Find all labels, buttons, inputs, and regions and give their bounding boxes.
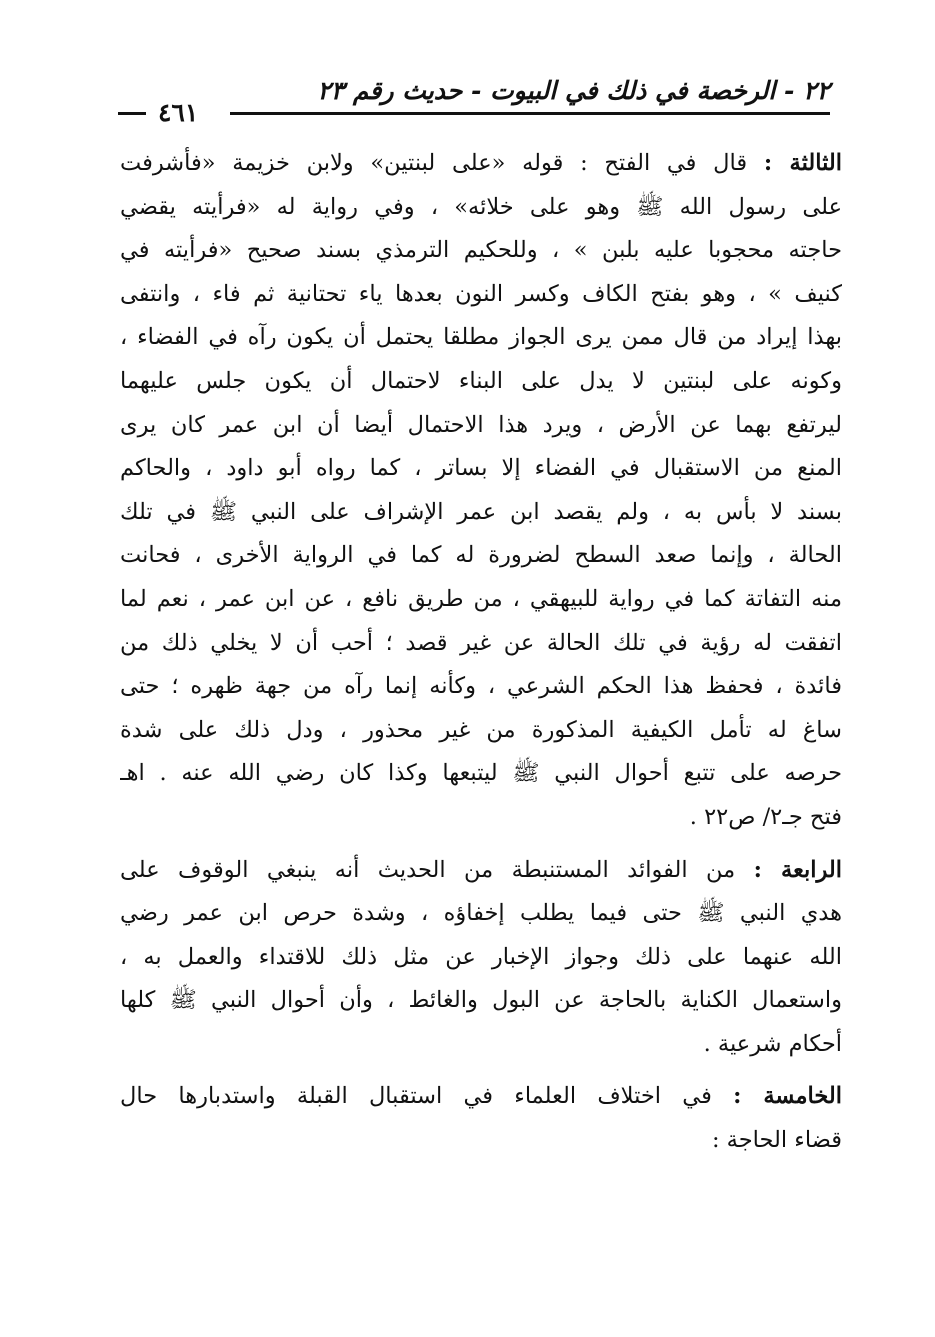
text-line <box>120 404 842 448</box>
line-text: حرصه على تتبع أحوال النبي ﷺ ليتبعها وكذا كان رضي الله عنه . اهـ <box>120 760 842 787</box>
text-line <box>120 273 842 317</box>
text-line <box>120 186 842 230</box>
line-text: قال في الفتح : قوله «على لبنتين» ولابن خزيمة «فأشرفت <box>120 150 748 176</box>
paragraph-lead: الثالثة : <box>763 150 842 176</box>
text-line <box>120 316 842 360</box>
paragraph <box>120 142 842 840</box>
paragraphs <box>120 142 842 1163</box>
line-text: فائدة ، فحفظ هذا الحكم الشرعي ، وكأنه إنما رآه من جهة ظهره ؛ حتى <box>120 673 842 700</box>
line-text: الحالة ، وإنما صعد السطح لضرورة له كما في الرواية الأخرى ، فحانت <box>120 542 842 569</box>
paragraph <box>120 849 842 1067</box>
line-text: منه التفاتة كما في رواية للبيهقي ، من طريق نافع ، عن ابن عمر ، نعم لما <box>120 585 842 612</box>
line-text: كنيف » ، وهو بفتح الكاف وكسر النون بعدها ياء تحتانية ثم فاء ، وانتفى <box>120 280 842 307</box>
line-text: حاجته محجوبا عليه بلبن » ، وللحكيم الترمذي بسند صحيح «فرأيته في <box>120 237 842 264</box>
text-line <box>120 622 842 666</box>
text-line <box>120 849 842 893</box>
text-line <box>120 752 842 796</box>
text-line <box>120 360 842 404</box>
paragraph-lead: الرابعة : <box>753 856 842 883</box>
text-line <box>120 1023 842 1067</box>
page-number-dash <box>118 112 146 115</box>
line-text: بسند لا بأس به ، ولم يقصد ابن عمر الإشراف على النبي ﷺ في تلك <box>120 498 842 525</box>
line-text: المنع من الاستقبال في الفضاء إلا بساتر ، كما رواه أبو داود ، والحاكم <box>120 455 842 482</box>
paragraph <box>120 1075 842 1162</box>
text-line <box>120 491 842 535</box>
line-text: هدي النبي ﷺ حتى فيما يطلب إخفاؤه ، وشدة حرص ابن عمر رضي <box>120 900 842 927</box>
text-line <box>120 1119 842 1163</box>
line-text: اتفقت له رؤية في تلك الحالة عن غير قصد ؛ أحب أن لا يخلي ذلك من <box>120 629 842 656</box>
line-text: واستعمال الكناية بالحاجة عن البول والغائط ، وأن أحوال النبي ﷺ كلها <box>120 987 842 1014</box>
text-line <box>120 665 842 709</box>
text-line <box>120 447 842 491</box>
line-text: قضاء الحاجة : <box>711 1127 842 1154</box>
text-line <box>120 578 842 622</box>
page-header <box>118 62 830 127</box>
text-line <box>120 229 842 273</box>
text-line <box>120 796 842 840</box>
body-text <box>120 142 842 1163</box>
line-text: الله عنهما على ذلك وجواز الإخبار عن مثل ذلك للاقتداء والعمل به ، <box>120 943 842 970</box>
line-text: وكونه على لبنتين لا يدل على البناء لاحتمال أن يكون جلس عليهما <box>120 367 842 394</box>
text-line <box>120 892 842 936</box>
line-text: من الفوائد المستنبطة من الحديث أنه ينبغي الوقوف على <box>120 856 736 883</box>
line-text: فتح جـ٢/ ص٢٢ . <box>689 803 842 830</box>
page-number: ٤٦١ <box>158 98 199 127</box>
text-line <box>120 979 842 1023</box>
text-line <box>120 142 842 186</box>
text-line <box>120 534 842 578</box>
text-line <box>120 709 842 753</box>
line-text: على رسول الله ﷺ وهو على خلائه» ، وفي رواية له «فرأيته يقضي <box>120 193 842 220</box>
header-rule <box>230 112 830 115</box>
line-text: ساغ له تأمل الكيفية المذكورة من غير محذور ، ودل ذلك على شدة <box>120 716 842 743</box>
line-text: بهذا إيراد من قال ممن يرى الجواز مطلقا يحتمل أن يكون رآه في الفضاء ، <box>120 324 842 351</box>
line-text: ليرتفع بهما عن الأرض ، ويرد هذا الاحتمال أيضا أن ابن عمر كان يرى <box>120 411 842 438</box>
text-line <box>120 1075 842 1119</box>
paragraph-lead: الخامسة : <box>733 1083 842 1110</box>
line-text: أحكام شرعية . <box>703 1030 842 1057</box>
text-line <box>120 936 842 980</box>
line-text: في اختلاف العلماء في استقبال القبلة واستدبارها حال <box>120 1083 712 1110</box>
running-title: ٢٢ - الرخصة في ذلك في البيوت - حديث رقم ٢٣ <box>317 76 830 105</box>
